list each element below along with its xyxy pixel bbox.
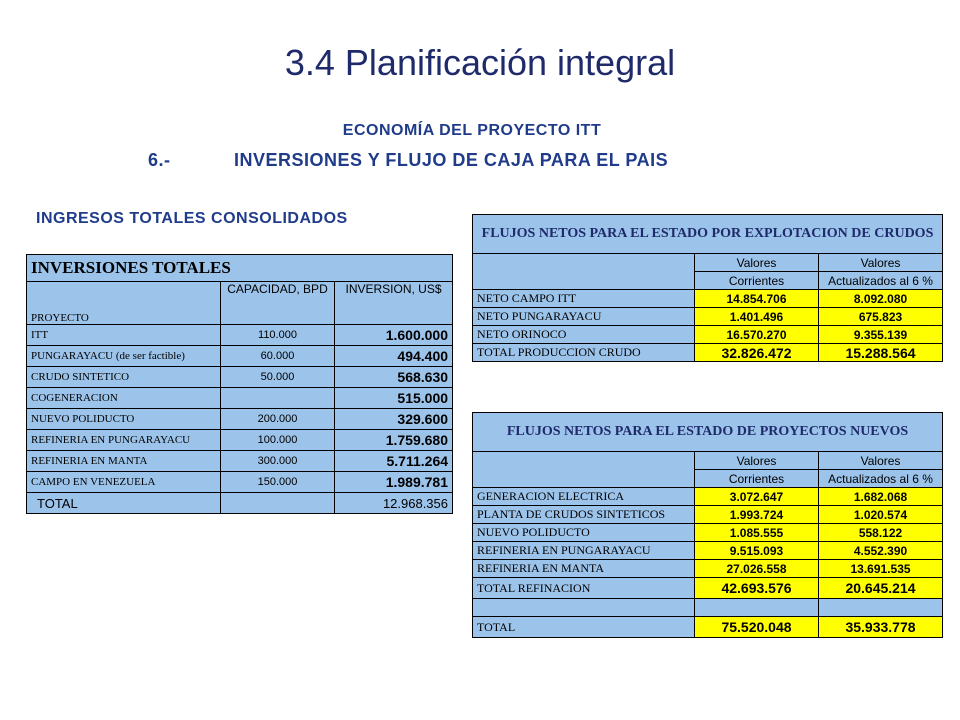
proyecto-cell: CRUDO SINTETICO (27, 367, 221, 388)
row-label: REFINERIA EN MANTA (473, 560, 695, 578)
row-label: REFINERIA EN PUNGARAYACU (473, 542, 695, 560)
total-corrientes: 32.826.472 (695, 344, 819, 362)
total-row (27, 493, 453, 514)
actualizados-cell: 13.691.535 (819, 560, 943, 578)
total-label: TOTAL (27, 493, 221, 514)
table-row (473, 524, 943, 542)
table-row (27, 346, 453, 367)
total-empty-cell (221, 493, 335, 514)
inversion-cell: 515.000 (335, 388, 453, 409)
col-capacidad: CAPACIDAD, BPD (221, 282, 335, 325)
capacidad-cell: 150.000 (221, 472, 335, 493)
table-row (27, 325, 453, 346)
capacidad-cell: 300.000 (221, 451, 335, 472)
corrientes-cell: 27.026.558 (695, 560, 819, 578)
total-row (473, 344, 943, 362)
row-label: PLANTA DE CRUDOS SINTETICOS (473, 506, 695, 524)
total-actualizados: 35.933.778 (819, 617, 943, 638)
table-row (473, 542, 943, 560)
flujos-crudos-table (472, 214, 943, 362)
inversion-cell: 329.600 (335, 409, 453, 430)
proyecto-cell: PUNGARAYACU (de ser factible) (27, 346, 221, 367)
actualizados-cell: 558.122 (819, 524, 943, 542)
subtitle-inversiones (148, 150, 668, 171)
col-actualizados-line2: Actualizados al 6 % (819, 470, 943, 488)
refinacion-actualizados: 20.645.214 (819, 578, 943, 599)
spacer-cell (819, 599, 943, 617)
table-row (27, 367, 453, 388)
inversiones-title: INVERSIONES TOTALES (27, 255, 453, 282)
table-row (473, 560, 943, 578)
proyecto-cell: REFINERIA EN PUNGARAYACU (27, 430, 221, 451)
refinacion-row (473, 578, 943, 599)
row-label: NETO ORINOCO (473, 326, 695, 344)
subtitle-economia: ECONOMÍA DEL PROYECTO ITT (342, 122, 602, 139)
spacer-cell (695, 599, 819, 617)
table-row (27, 409, 453, 430)
proyecto-cell: ITT (27, 325, 221, 346)
table-row (27, 388, 453, 409)
actualizados-cell: 8.092.080 (819, 290, 943, 308)
table-row (473, 506, 943, 524)
col-inversion: INVERSION, US$ (335, 282, 453, 325)
total-label: TOTAL PRODUCCION CRUDO (473, 344, 695, 362)
row-label: NETO PUNGARAYACU (473, 308, 695, 326)
row-label: NUEVO POLIDUCTO (473, 524, 695, 542)
proyecto-cell: REFINERIA EN MANTA (27, 451, 221, 472)
inversion-cell: 5.711.264 (335, 451, 453, 472)
corrientes-cell: 3.072.647 (695, 488, 819, 506)
corrientes-cell: 1.993.724 (695, 506, 819, 524)
table-row (27, 451, 453, 472)
total-label: TOTAL (473, 617, 695, 638)
table-row (27, 430, 453, 451)
col-proyecto: PROYECTO (27, 282, 221, 325)
total-actualizados: 15.288.564 (819, 344, 943, 362)
subtitle-number: 6.- (148, 150, 171, 170)
spacer-cell (473, 599, 695, 617)
table-row (473, 488, 943, 506)
blank-header-cell (473, 254, 695, 290)
corrientes-cell: 9.515.093 (695, 542, 819, 560)
col-actualizados-line1: Valores (819, 254, 943, 272)
col-actualizados-line2: Actualizados al 6 % (819, 272, 943, 290)
flujos-proyectos-table (472, 412, 943, 638)
actualizados-cell: 9.355.139 (819, 326, 943, 344)
table-row (473, 290, 943, 308)
actualizados-cell: 675.823 (819, 308, 943, 326)
flujos-crudos-title: FLUJOS NETOS PARA EL ESTADO POR EXPLOTACION DE CRUDOS (473, 215, 943, 254)
subtitle-text: INVERSIONES Y FLUJO DE CAJA PARA EL PAIS (234, 150, 669, 170)
table-row (473, 326, 943, 344)
proyecto-cell: CAMPO EN VENEZUELA (27, 472, 221, 493)
actualizados-cell: 1.020.574 (819, 506, 943, 524)
corrientes-cell: 1.401.496 (695, 308, 819, 326)
col-corrientes-line1: Valores (695, 452, 819, 470)
corrientes-cell: 16.570.270 (695, 326, 819, 344)
corrientes-cell: 1.085.555 (695, 524, 819, 542)
capacidad-cell: 60.000 (221, 346, 335, 367)
inversion-cell: 1.759.680 (335, 430, 453, 451)
flujos-proyectos-title: FLUJOS NETOS PARA EL ESTADO DE PROYECTOS NUEVOS (473, 413, 943, 452)
table-row (27, 472, 453, 493)
inversion-cell: 1.989.781 (335, 472, 453, 493)
total-row (473, 617, 943, 638)
blank-header-cell (473, 452, 695, 488)
row-label: GENERACION ELECTRICA (473, 488, 695, 506)
col-corrientes-line2: Corrientes (695, 272, 819, 290)
inversion-cell: 494.400 (335, 346, 453, 367)
col-corrientes-line1: Valores (695, 254, 819, 272)
capacidad-cell: 110.000 (221, 325, 335, 346)
inversion-cell: 1.600.000 (335, 325, 453, 346)
section-label: INGRESOS TOTALES CONSOLIDADOS (36, 210, 348, 227)
inversiones-table (26, 254, 453, 514)
capacidad-cell: 100.000 (221, 430, 335, 451)
actualizados-cell: 4.552.390 (819, 542, 943, 560)
corrientes-cell: 14.854.706 (695, 290, 819, 308)
table-row (473, 308, 943, 326)
capacidad-cell (221, 388, 335, 409)
refinacion-corrientes: 42.693.576 (695, 578, 819, 599)
refinacion-label: TOTAL REFINACION (473, 578, 695, 599)
inversion-cell: 568.630 (335, 367, 453, 388)
capacidad-cell: 200.000 (221, 409, 335, 430)
actualizados-cell: 1.682.068 (819, 488, 943, 506)
capacidad-cell: 50.000 (221, 367, 335, 388)
proyecto-cell: NUEVO POLIDUCTO (27, 409, 221, 430)
col-corrientes-line2: Corrientes (695, 470, 819, 488)
col-actualizados-line1: Valores (819, 452, 943, 470)
row-label: NETO CAMPO ITT (473, 290, 695, 308)
total-value: 12.968.356 (335, 493, 453, 514)
proyecto-cell: COGENERACION (27, 388, 221, 409)
total-corrientes: 75.520.048 (695, 617, 819, 638)
spacer-row (473, 599, 943, 617)
slide-title: 3.4 Planificación integral (284, 42, 676, 83)
